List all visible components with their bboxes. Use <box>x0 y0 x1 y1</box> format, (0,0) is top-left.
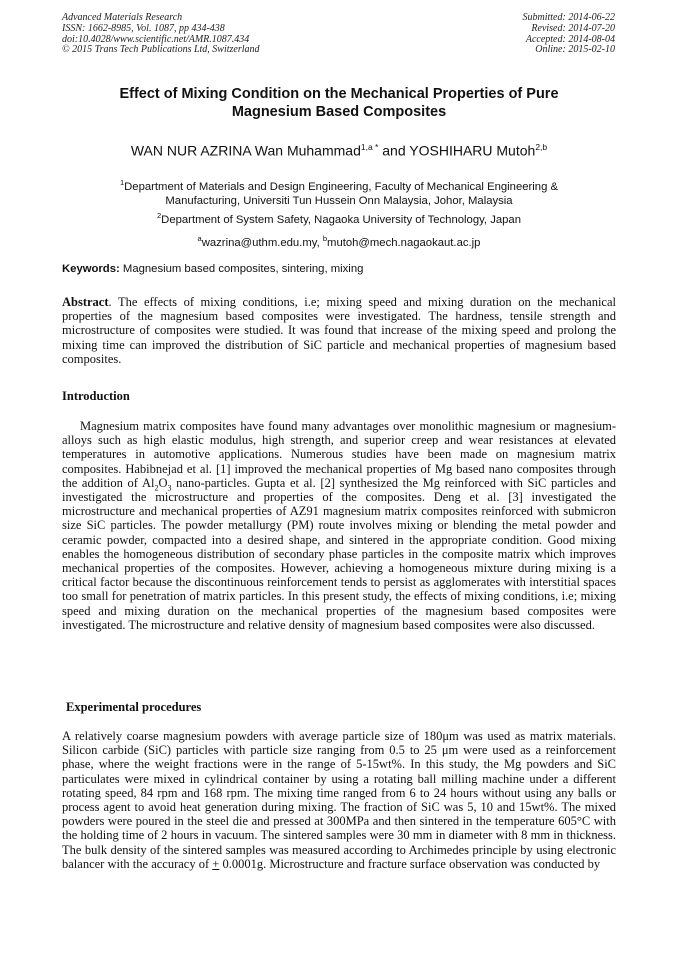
intro-sub-2: 3 <box>167 483 172 493</box>
affil-1-sup: 1 <box>119 178 125 187</box>
accepted-date: Accepted: 2014-08-04 <box>525 33 615 45</box>
email-a-sup: a <box>197 234 202 243</box>
email-line <box>62 232 616 250</box>
keywords <box>62 262 616 276</box>
intro-sub-1: 2 <box>154 483 159 493</box>
exp-text-2: 0.0001g. Microstructure and fracture surface observation was conducted by <box>219 856 601 871</box>
plus-minus-symbol: + <box>212 856 220 871</box>
intro-text-3: nano-particles. Gupta et al. [2] synthesized the Mg reinforced with SiC particles and investigated the microstructure and properties of the composites. Deng et al. [3] investigated the microstructure and mechanical properties of AZ91 magnesium matrix composites reinforced with submicron size SiC particles. The powder metallurgy (PM) route involves mixing or blending the metal powder and ceramic powder, compacted into a desired shape, and sintered in the appropriate condition. Good mixing enables the homogeneous distribution of secondary phase particles in the composite matrix which improves mechanical properties of the composites. However, achieving a homogeneous mixture during mixing is a critical factor because the discontinuous reinforcement tends to persist as agglomerates with interstitial spaces too small for penetration of matrix particles. In this present study, the effects of mixing conditions, i.e; mixing speed and mixing duration on the mechanical properties of the magnesium based composites were investigated. The microstructure and relative density of magnesium based composites were also discussed. <box>62 475 616 632</box>
doi-line: doi:10.4028/www.scientific.net/AMR.1087.434 <box>62 33 250 45</box>
title-line-2: Magnesium Based Composites <box>231 104 447 120</box>
author-2: YOSHIHARU Mutoh <box>409 142 536 159</box>
affil-2-text: Department of System Safety, Nagaoka University of Technology, Japan <box>161 213 521 226</box>
author-1-affil: 1,a * <box>360 142 379 152</box>
affil-1-text: Department of Materials and Design Engineering, Faculty of Mechanical Engineering & <box>124 180 559 193</box>
author-line <box>62 138 616 160</box>
affiliation-1-line-1 <box>62 176 616 194</box>
revised-date: Revised: 2014-07-20 <box>531 22 615 34</box>
journal-header-left <box>62 13 260 56</box>
email-a[interactable]: wazrina@uthm.edu.my, <box>201 236 323 249</box>
issn-line: ISSN: 1662-8985, Vol. 1087, pp 434-438 <box>62 22 225 34</box>
copyright-line: © 2015 Trans Tech Publications Ltd, Switzerland <box>62 44 260 56</box>
section-title-experimental: Experimental procedures <box>66 700 202 714</box>
keywords-label: Keywords: <box>62 263 120 275</box>
author-1: WAN NUR AZRINA Wan Muhammad <box>130 142 361 159</box>
abstract-text: . The effects of mixing conditions, i.e; mixing speed and mixing duration on the mechanical properties of the magnesium based composites were investigated. The hardness, tensile strength and microstructure of composites were studied. It was found that increase of the mixing speed and prolong the mixing time can improved the distribution of SiC particle and mechanical properties of magnesium based composites. <box>62 295 616 366</box>
online-date: Online: 2015-02-10 <box>535 44 615 56</box>
abstract <box>62 295 616 366</box>
exp-text-1: A relatively coarse magnesium powders with average particle size of 180μm was used as matrix materials. Silicon carbide (SiC) particles with particle size ranging from 0.5 to 25 μm were used as a reinforcement phase, where the weight fractions were in the range of 5-15wt%. In this study, the Mg powders and SiC particulates were mixed in cylindrical container by using a rotating ball milling machine under a different rotating speed, 84 rpm and 168 rpm. The mixing time ranged from 6 to 24 hours without using any balls or process agent to avoid heat generation during mixing. The fraction of SiC was 5, 10 and 15wt%. The mixed powders were poured in the steel die and pressed at 300MPa and then sintered in the temperature 605°C with the holding time of 2 hours in vacuum. The sintered samples were 30 mm in diameter with 8 mm in thickness. The bulk density of the sintered samples was measured according to Archimedes principle by using electronic balancer with the accuracy of <box>62 729 616 871</box>
affil-2-sup: 2 <box>157 210 162 220</box>
abstract-label: Abstract <box>62 295 109 309</box>
journal-name: Advanced Materials Research <box>62 12 183 23</box>
intro-text-1: Magnesium matrix composites have found many advantages over monolithic magnesium or magnesium-alloys such as high elastic modulus, high strength, and superior creep and wear resistances at elevated temperatures in automotive applications. Numerous studies have been made on magnesium matrix composites. Habibnejad et al. [1] improved the mechanical properties of Mg based nano composites through the addition of Al <box>62 419 616 490</box>
author-and: and <box>378 142 410 159</box>
email-b-sup: b <box>322 234 328 243</box>
intro-text-2: O <box>158 475 168 490</box>
submitted-date: Submitted: 2014-06-22 <box>522 12 615 23</box>
email-b[interactable]: mutoh@mech.nagaokaut.ac.jp <box>327 236 481 249</box>
journal-header-right <box>523 13 616 56</box>
author-2-affil: 2,b <box>535 142 548 152</box>
paper-title <box>62 85 616 121</box>
affiliations <box>62 176 616 227</box>
title-line-1: Effect of Mixing Condition on the Mechanical Properties of Pure <box>119 86 559 102</box>
section-title-introduction: Introduction <box>62 389 130 403</box>
keywords-text: Magnesium based composites, sintering, mixing <box>119 263 364 275</box>
affiliation-2 <box>62 209 616 227</box>
introduction-paragraph <box>62 419 616 632</box>
experimental-paragraph <box>62 729 616 871</box>
affiliation-1-line-2: Manufacturing, Universiti Tun Hussein Onn Malaysia, Johor, Malaysia <box>165 195 513 208</box>
